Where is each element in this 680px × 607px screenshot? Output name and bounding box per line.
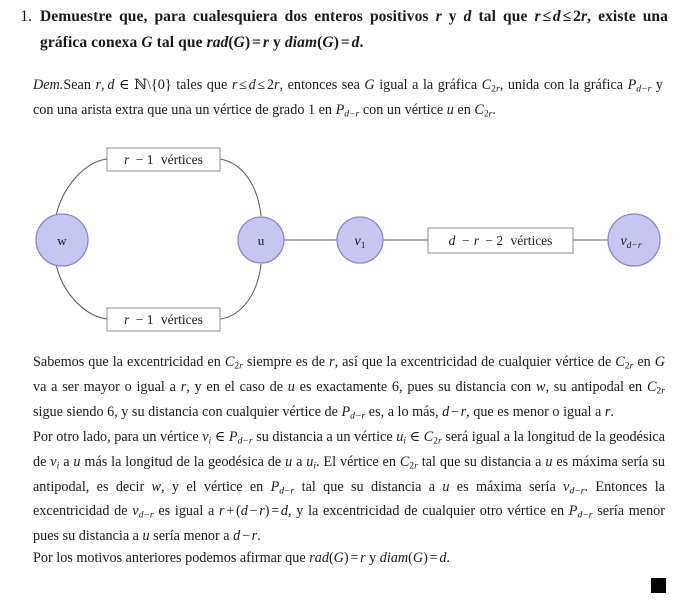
math-rad-final: rad(G) = r <box>309 549 366 566</box>
math-u-b: u <box>73 453 81 470</box>
math-r-a: r <box>329 354 335 370</box>
proof-frag-7: en <box>315 101 336 118</box>
var-d: d <box>463 8 472 25</box>
proof-math-rd: r, d ∈ ℕ\{0} <box>95 77 172 93</box>
graph-construction-diagram <box>0 140 680 345</box>
math-rad: rad(G) = r <box>206 34 270 51</box>
exercise-number: 1. <box>20 8 32 25</box>
path-vertices-box <box>428 228 573 253</box>
conj-y-2: y <box>273 34 281 51</box>
svg-text:r − 1 vértices: r − 1 vértices <box>124 312 203 327</box>
proof-intro <box>33 75 663 124</box>
math-r-b: r <box>180 378 187 395</box>
math-u-f: u <box>142 528 150 545</box>
cycle-lower-right-arc <box>220 264 261 319</box>
math-w-a: w <box>536 378 546 395</box>
var-G: G <box>141 34 153 51</box>
proof-paragraph-3: Por los motivos anteriores podemos afirmar que rad(G) = r y diam(G) = d. <box>33 549 450 566</box>
cycle-upper-left-arc <box>56 159 107 216</box>
vertex-u <box>238 217 284 263</box>
math-ui-2: $u_i$ <box>306 453 317 472</box>
vertex-v1 <box>337 217 383 263</box>
var-r: r <box>435 8 442 25</box>
math-d-minus-r-a: d − r <box>442 403 467 420</box>
proof-math-Pdr-2: $P_{d-r}$ <box>335 101 360 120</box>
math-inequality: r ≤ d ≤ 2r <box>534 8 588 25</box>
exercise-item <box>0 4 680 56</box>
cycle-lower-left-arc <box>56 264 107 319</box>
proof-frag-2: tales que <box>171 77 232 93</box>
proof-frag-3: , entonces sea <box>279 77 365 93</box>
exercise-statement <box>40 4 668 56</box>
proof-frag-8: con un vértice <box>359 101 447 118</box>
math-pdr-a: $P_{d-r}$ <box>341 403 366 422</box>
proof-var-G: G <box>364 77 375 93</box>
math-diam-final: diam(G) = d <box>379 549 447 566</box>
top-vertices-box <box>107 148 220 171</box>
math-vi: $v_i$ <box>202 428 212 447</box>
conj-y-1: y <box>448 8 457 25</box>
proof-degree-1: 1 <box>307 101 316 118</box>
proof-frag-10: . <box>492 101 496 118</box>
math-c2r-c: $C_{2r}$ <box>646 378 665 397</box>
math-c2r-a: $C_{2r}$ <box>224 354 243 372</box>
math-c2r-e: $C_{2r}$ <box>399 453 418 472</box>
proof-math-C2r-2: $C_{2r}$ <box>474 101 493 120</box>
statement-tail-2: tal que <box>156 34 203 51</box>
math-vdr-a: $v_{d-r}$ <box>563 478 585 497</box>
math-c2r-d: $C_{2r}$ <box>423 428 442 447</box>
math-pdr-c: $P_{d-r}$ <box>270 478 295 497</box>
statement-text-1: Demuestre que, para cualesquiera dos enteros positivos <box>40 8 429 25</box>
math-u-e: u <box>442 478 450 495</box>
math-r-c: r <box>604 403 611 420</box>
value-6-a: 6 <box>391 378 400 395</box>
statement-period: . <box>359 34 364 51</box>
proof-frag-5: , unida con la gráfica <box>499 77 628 93</box>
svg-text:w: w <box>57 233 67 248</box>
math-c2r-b: $C_{2r}$ <box>615 354 634 372</box>
proof-frag-9: en <box>453 101 475 118</box>
value-6-b: 6 <box>107 403 115 420</box>
math-vdr-b: $v_{d-r}$ <box>132 503 154 522</box>
math-pdr-d: $P_{d-r}$ <box>568 503 593 522</box>
vertex-vdr <box>608 214 660 266</box>
exercise-body <box>40 4 680 56</box>
math-w-b: w <box>151 478 161 495</box>
proof-frag-6: y con una arista extra que una un vértice de grado <box>33 77 664 118</box>
proof-frag-4: igual a la gráfica <box>374 77 482 93</box>
math-u-c: u <box>285 453 293 470</box>
proof-body <box>33 352 665 569</box>
svg-text:vd−r: $v_{d-r}$ <box>620 234 642 251</box>
vertex-w <box>36 214 88 266</box>
proof-paragraph-1: Sabemos que la excentricidad en $C_{2r}$ siempre es de r, así que la excentricidad de cualquier vértice de $C_{2r}$ en G va a ser mayor o igual a r, y en el caso de u es exactamente 6, pues su distancia con w, su antipodal en $C_{2r}$ sigue siendo 6, y su distancia con cualquier vértice de $P_{d-r}$ es, a lo más, d − r, que es menor o igual a r. <box>33 354 665 422</box>
statement-text-2: , existe una gráfica conexa <box>40 8 668 51</box>
svg-text:u: u <box>257 233 265 248</box>
math-pdr-b: $P_{d-r}$ <box>228 428 253 447</box>
proof-frag-1: Sean <box>63 77 96 93</box>
qed-square <box>651 578 666 593</box>
svg-text:r − 1 vértices: r − 1 vértices <box>124 152 203 167</box>
svg-text:v1: $v_1$ <box>354 234 366 251</box>
proof-math-ineq: r ≤ d ≤ 2r <box>231 77 280 93</box>
math-vi-2: $v_i$ <box>50 453 60 472</box>
math-u-d: u <box>545 453 553 470</box>
cycle-upper-right-arc <box>220 159 261 216</box>
math-ui: $u_i$ <box>396 428 407 447</box>
proof-math-C2r: $C_{2r}$ <box>481 77 500 95</box>
math-u-a: u <box>287 378 295 395</box>
math-diam: diam(G) = d <box>284 34 360 51</box>
proof-label: Dem. <box>33 77 64 93</box>
svg-text:d − r − 2 vértices: d − r − 2 vértices <box>448 233 553 248</box>
statement-tail-1: tal que <box>478 8 528 25</box>
math-d-minus-r-b: d − r <box>233 528 258 545</box>
math-G-a: G <box>654 354 665 370</box>
bottom-vertices-box <box>107 308 220 331</box>
proof-var-u: u <box>446 101 454 118</box>
proof-math-Pdr-1: $P_{d-r}$ <box>627 77 652 95</box>
proof-paragraph-2: Por otro lado, para un vértice $v_i$ ∈ $P_{d-r}$ su distancia a un vértice $u_i$ ∈ $C_{2r}$ será igual a la longitud de la geodésica de $v_i$ a u más la longitud de la geodésica de u a $u_i$. El vértice en $C_{2r}$ tal que su distancia a u es máxima sería su antipodal, es decir w, y el vértice en $P_{d-r}$ tal que su distancia a u es máxima sería $v_{d-r}$. Entonces la excentricidad de $v_{d-r}$ es igual a r + (d − r) = d, y la excentricidad de cualquier otro vértice en $P_{d-r}$ sería menor pues su distancia a u sería menor a d − r. <box>33 428 666 545</box>
math-eq-sum: r + (d − r) = d <box>219 503 288 520</box>
